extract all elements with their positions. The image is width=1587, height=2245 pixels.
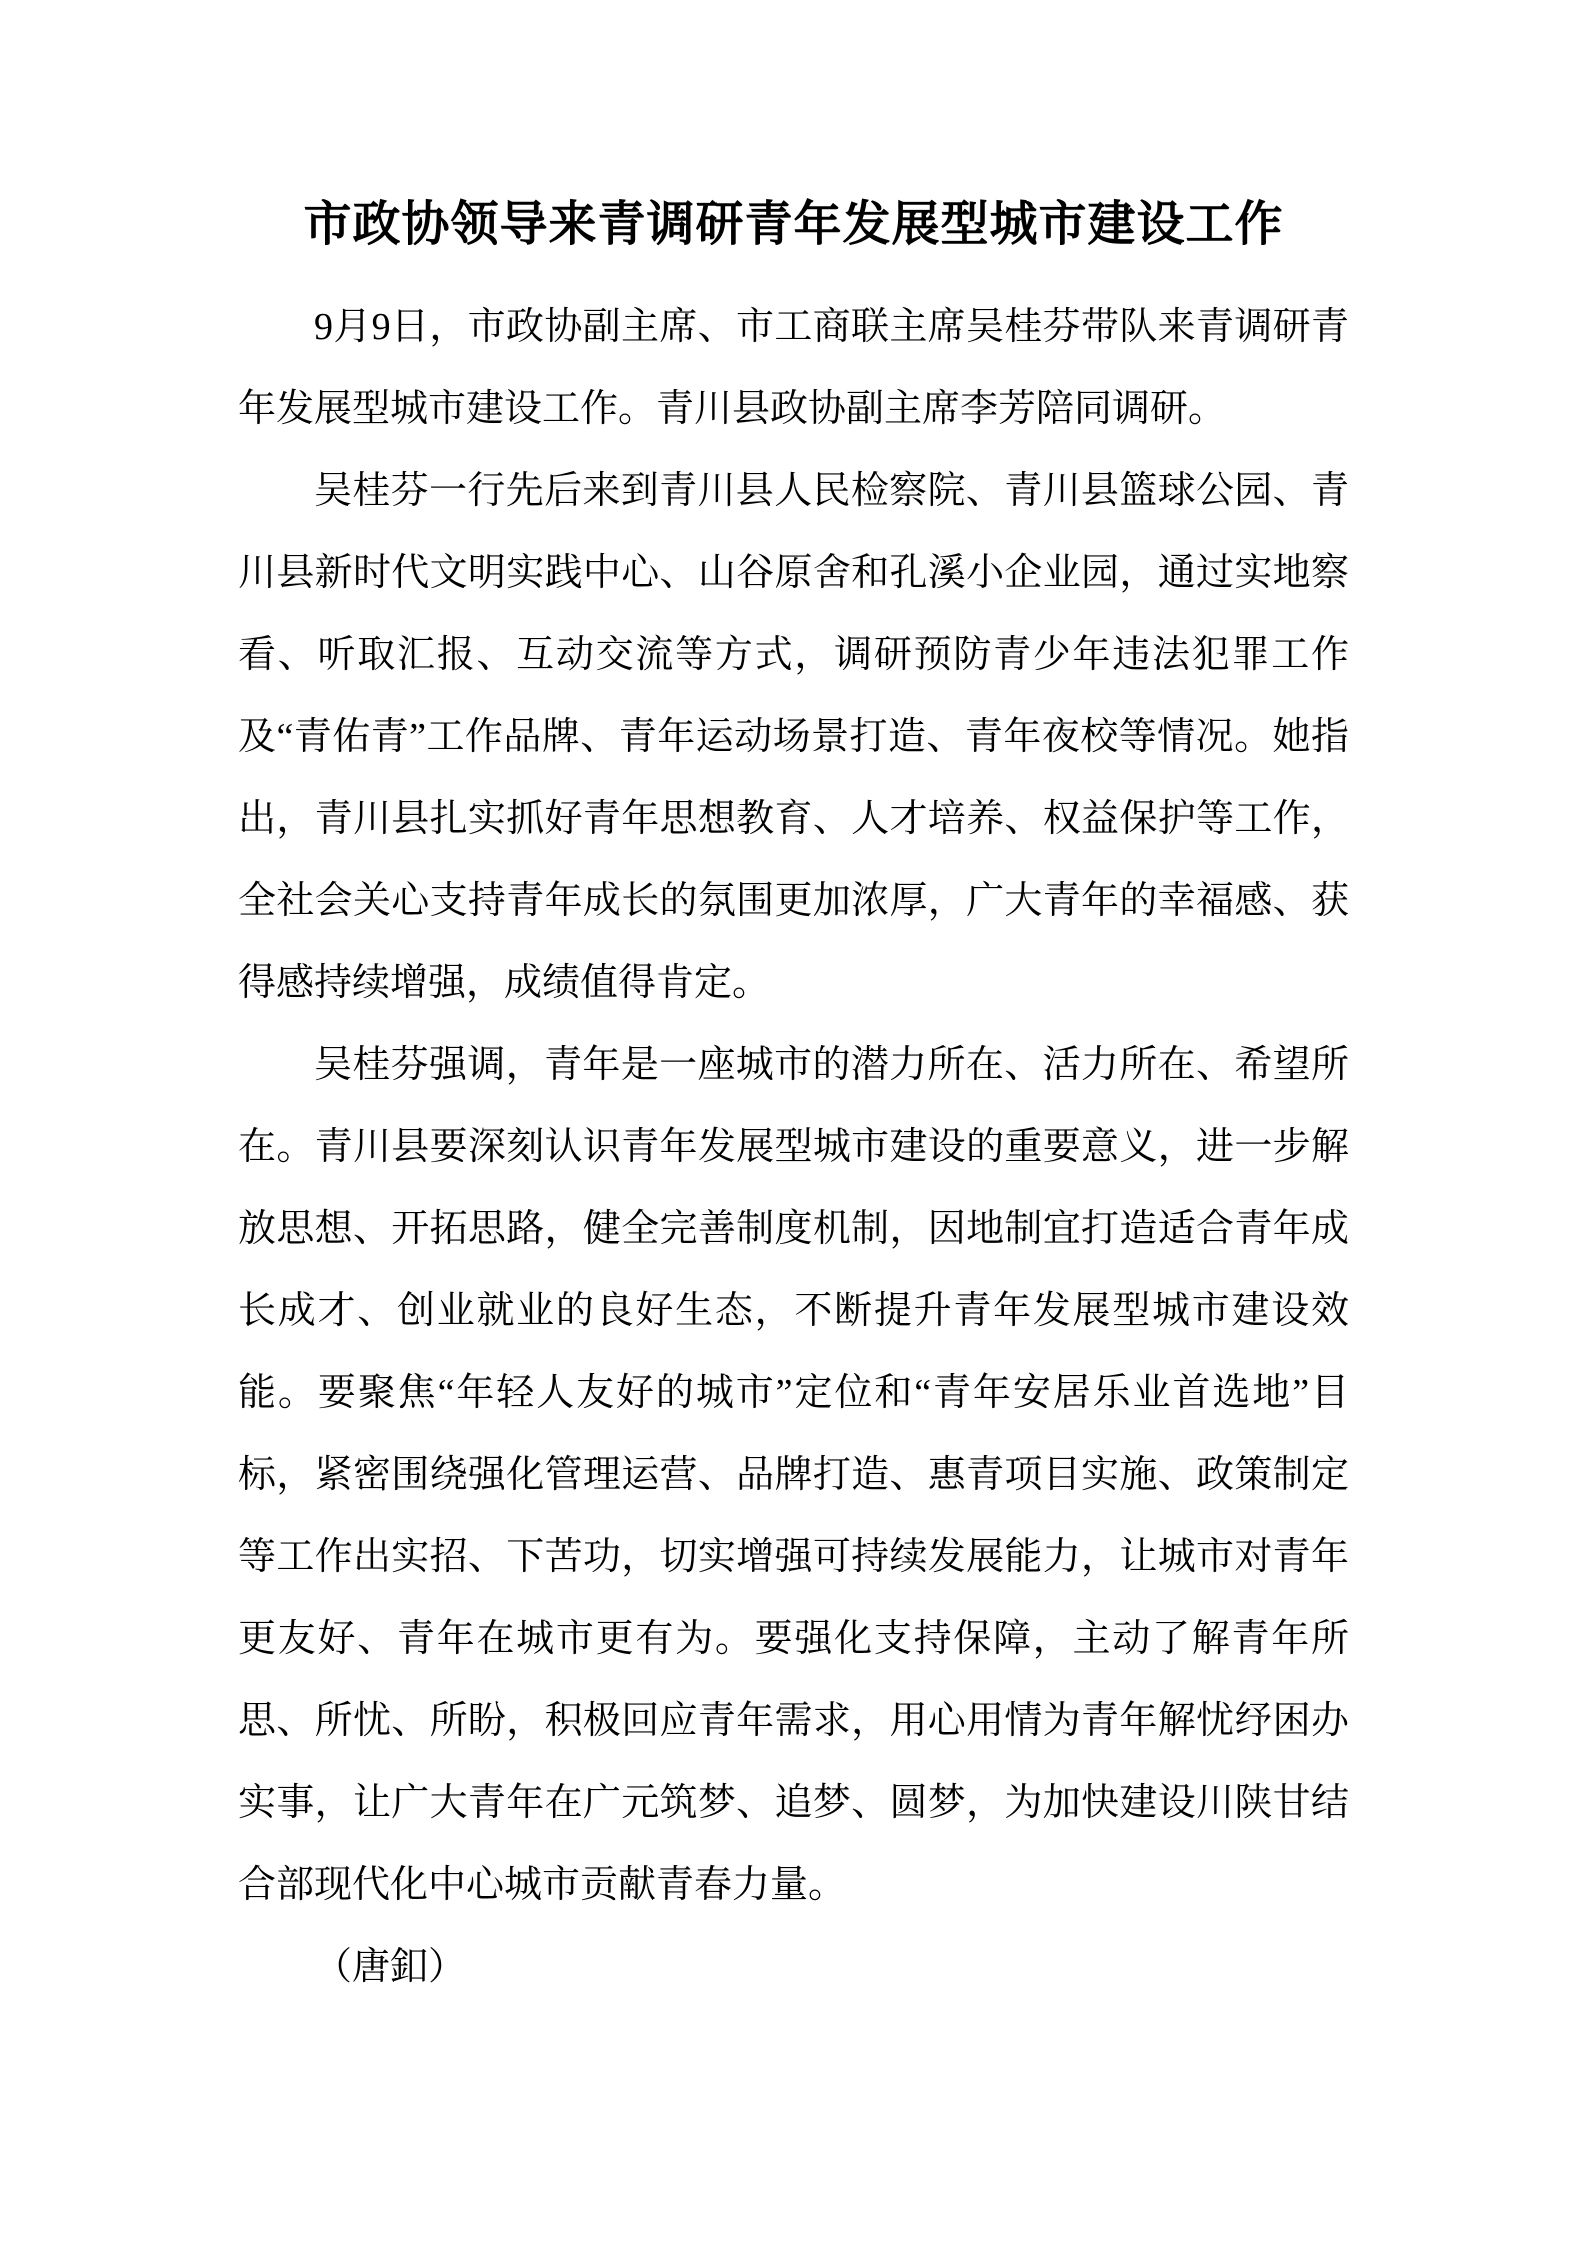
paragraph-intro: 9月9日，市政协副主席、市工商联主席吴桂芬带队来青调研青年发展型城市建设工作。青川县政协副主席李芳陪同调研。 xyxy=(238,306,1349,430)
document-body xyxy=(238,286,1349,2008)
byline: （唐釦） xyxy=(314,1946,467,1988)
document-title: 市政协领导来青调研青年发展型城市建设工作 xyxy=(303,198,1284,251)
paragraph-visit-details: 吴桂芬一行先后来到青川县人民检察院、青川县篮球公园、青川县新时代文明实践中心、山谷原舍和孔溪小企业园，通过实地察看、听取汇报、互动交流等方式，调研预防青少年违法犯罪工作及“青佑青”工作品牌、青年运动场景打造、青年夜校等情况。她指出，青川县扎实抓好青年思想教育、人才培养、权益保护等工作，全社会关心支持青年成长的氛围更加浓厚，广大青年的幸福感、获得感持续增强，成绩值得肯定。 xyxy=(238,470,1349,1004)
paragraph-remarks: 吴桂芬强调，青年是一座城市的潜力所在、活力所在、希望所在。青川县要深刻认识青年发展型城市建设的重要意义，进一步解放思想、开拓思路，健全完善制度机制，因地制宜打造适合青年成长成才、创业就业的良好生态，不断提升青年发展型城市建设效能。要聚焦“年轻人友好的城市”定位和“青年安居乐业首选地”目标，紧密围绕强化管理运营、品牌打造、惠青项目实施、政策制定等工作出实招、下苦功，切实增强可持续发展能力，让城市对青年更友好、青年在城市更有为。要强化支持保障，主动了解青年所思、所忧、所盼，积极回应青年需求，用心用情为青年解忧纾困办实事，让广大青年在广元筑梦、追梦、圆梦，为加快建设川陕甘结合部现代化中心城市贡献青春力量。 xyxy=(238,1044,1349,1906)
